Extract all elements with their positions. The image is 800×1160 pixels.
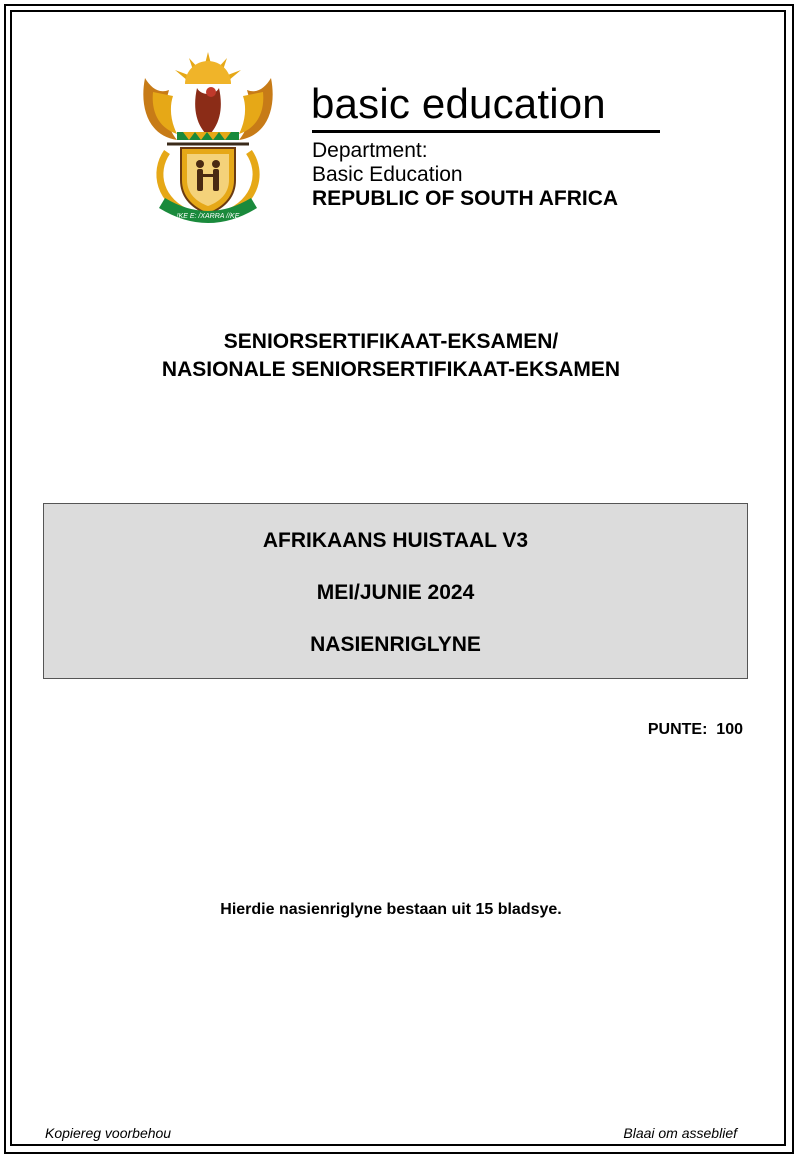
exam-heading-line-2: NASIONALE SENIORSERTIFIKAAT-EKSAMEN <box>161 358 621 381</box>
title-box <box>43 503 748 679</box>
total-marks: PUNTE: 100 <box>647 721 743 738</box>
coat-of-arms-motto: !KE E: /XARRA //KE <box>176 213 240 220</box>
brand-divider <box>312 130 660 133</box>
brand-wordmark: basic education <box>311 80 606 127</box>
subject-title: AFRIKAANS HUISTAAL V3 <box>262 529 529 552</box>
copyright-footer: Kopiereg voorbehou <box>45 1125 172 1141</box>
department-label: Department: <box>312 139 428 162</box>
exam-heading-line-1: SENIORSERTIFIKAAT-EKSAMEN/ <box>223 330 559 353</box>
document-type: NASIENRIGLYNE <box>310 633 481 656</box>
country-name: REPUBLIC OF SOUTH AFRICA <box>312 187 619 210</box>
department-name: Basic Education <box>312 163 463 186</box>
coat-of-arms-icon <box>137 48 279 230</box>
page-count-note: Hierdie nasienriglyne bestaan uit 15 bladsye. <box>220 901 562 918</box>
turn-page-footer: Blaai om asseblief <box>623 1125 737 1141</box>
exam-session: MEI/JUNIE 2024 <box>316 581 475 604</box>
